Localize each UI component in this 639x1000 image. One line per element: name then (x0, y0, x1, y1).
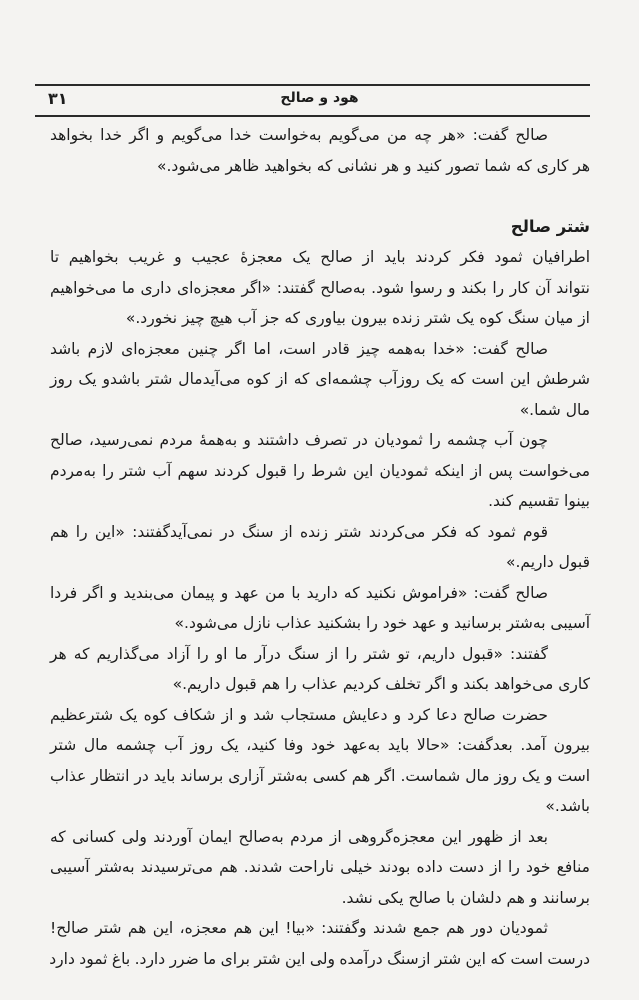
text-line: منافع خود را از دست داده بودند خیلی ناراحت شدند. هم می‌ترسیدند به‌شتر آسیبی (50, 858, 590, 876)
text-line: چون آب چشمه را ثمودیان در تصرف داشتند و به‌همهٔ مردم نمی‌رسید، صالح (50, 431, 548, 449)
running-title: هود و صالح (280, 90, 359, 106)
text-line: بیرون آمد. بعدگفت: «حالا باید به‌عهد خود وفا کنید، یک روز آب چشمه مال شتر (50, 736, 590, 754)
header-bottom-rule (35, 115, 590, 117)
blank-line (50, 181, 590, 212)
text-line: صالح گفت: «فراموش نکنید که دارید با من عهد و پیمان می‌بندید و اگر فردا (50, 583, 548, 602)
text-line: باشد.» (545, 797, 590, 815)
text-line: ثمودیان دور هم جمع شدند وگفتند: «بیا! این هم معجزه، این هم شتر صالح! (50, 919, 548, 937)
text-line: اطرافیان ثمود فکر کردند باید از صالح یک معجزهٔ عجیب و غریب بخواهیم تا (50, 248, 590, 266)
text-line: کاری می‌خواهد بکند و اگر تخلف کردیم عذاب را هم قبول داریم.» (172, 675, 590, 693)
text-line: نتواند آن کار را بکند و رسوا شود. به‌صالح گفتند: «اگر معجزه‌ای داری ما می‌خواهیم (50, 278, 590, 297)
text-line: قوم ثمود که فکر می‌کردند شتر زنده از سنگ در نمی‌آیدگفتند: «این را هم (50, 522, 548, 541)
text-line: بینوا تقسیم کند. (488, 492, 590, 510)
text-line: صالح گفت: «خدا به‌همه چیز قادر است، اما اگر چنین معجزه‌ای لازم باشد (50, 339, 548, 358)
text-line: صالح گفت: «هر چه من می‌گویم به‌خواست خدا می‌گویم و اگر خدا بخواهد (50, 126, 548, 144)
text-line: قبول داریم.» (505, 553, 590, 571)
text-line: از میان سنگ کوه یک شتر زنده بیرون بیاوری که جز آب هیچ چیز نخورد.» (125, 309, 590, 327)
text-line: شرطش این است که یک روزآب چشمه‌ای که از کوه می‌آیدمال شتر باشدو یک روز (50, 370, 590, 388)
text-line: است و یک روز مال شماست. اگر هم کسی به‌شتر آزاری برساند باید در انتظار عذاب (50, 766, 590, 785)
text-line: حضرت صالح دعا کرد و دعایش مستجاب شد و از شکاف کوه یک شترعظیم (50, 705, 548, 724)
header-top-rule (35, 84, 590, 86)
text-line: گفتند: «قبول داریم، تو شتر را از سنگ درآر ما او را آزاد می‌گذاریم که هر (50, 644, 548, 663)
text-line: آسیبی به‌شتر برسانید و عهد خود را بشکنید عذاب نازل می‌شود.» (174, 614, 590, 632)
text-line: برسانند و هم دلشان با صالح یکی نشد. (341, 888, 590, 907)
section-heading: شتر صالح (510, 216, 590, 236)
page-body-text (50, 120, 590, 974)
text-line: بعد از ظهور این معجزه‌گروهی از مردم به‌صالح ایمان آوردند ولی کسانی که (50, 827, 548, 846)
text-line: درست است که این شتر ازسنگ درآمده ولی این شتر برای ما ضرر دارد. باغ ثمود دارد (49, 949, 590, 968)
page-number: ۳۱ (48, 89, 68, 108)
text-line: مال شما.» (519, 400, 590, 419)
text-line: می‌خواست پس از اینکه ثمودیان این شرط را قبول کردند سهم آب شتر را به‌مردم (50, 461, 590, 480)
text-line: هر کاری که شما تصور کنید و هر نشانی که بخواهید ظاهر می‌شود.» (157, 156, 590, 175)
